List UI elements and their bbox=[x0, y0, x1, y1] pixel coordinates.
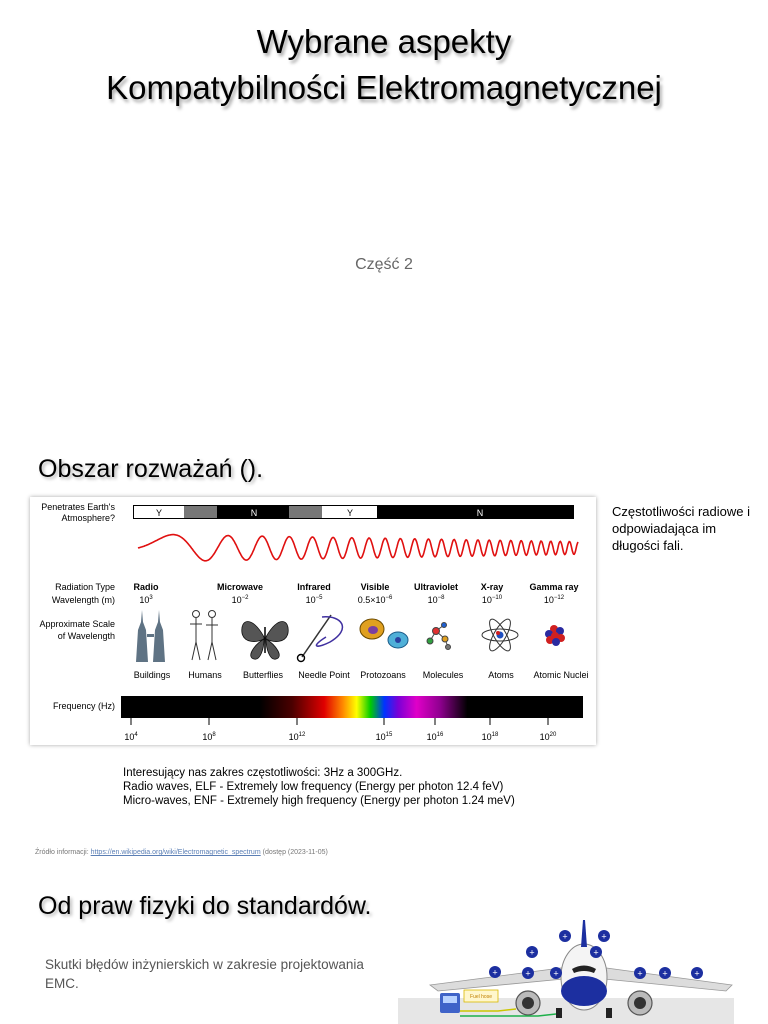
source-link[interactable]: https://en.wikipedia.org/wiki/Electromagnetic_spectrum bbox=[90, 849, 261, 856]
band-gamma-ray bbox=[529, 582, 578, 605]
info-line: Micro-waves, ENF - Extremely high frequency (Energy per photon 1.24 meV) bbox=[123, 795, 515, 807]
svg-text:+: + bbox=[553, 968, 559, 979]
plus-icon bbox=[634, 967, 646, 979]
band-wavelength: $10^{-12}$ bbox=[543, 595, 565, 605]
airplane-illustration bbox=[398, 915, 734, 1024]
band-wavelength: $10^3$ bbox=[139, 595, 153, 605]
band-wavelength: $10^{-2}$ bbox=[231, 595, 249, 605]
frequency-label: Frequency (Hz) bbox=[52, 701, 115, 711]
frequency-spectrum-bar bbox=[121, 696, 583, 718]
band-wavelength: $10^{-10}$ bbox=[481, 595, 503, 605]
atmosphere-bar bbox=[133, 505, 574, 519]
scale-object-label: Protozoans bbox=[360, 670, 406, 680]
plus-icon bbox=[489, 966, 501, 978]
atmosphere-n-label: N bbox=[476, 508, 484, 518]
band-wavelength: $10^{-5}$ bbox=[305, 595, 323, 605]
band-visible bbox=[358, 582, 393, 605]
scale-object-label: Molecules bbox=[422, 670, 464, 680]
truck-window bbox=[443, 996, 457, 1003]
penetrates-label-1: Penetrates Earth's bbox=[41, 502, 115, 512]
band-name: X-ray bbox=[480, 582, 504, 592]
plus-icon bbox=[526, 946, 538, 958]
band-name: Radio bbox=[133, 582, 159, 592]
lead-text: Skutki błędów inżynierskich w zakresie projektowania EMC. bbox=[45, 957, 364, 991]
scale-object-label: Needle Point bbox=[298, 670, 350, 680]
band-xray bbox=[481, 582, 504, 605]
atom-icon bbox=[482, 616, 518, 653]
frequency-tick: $10^{18}$ bbox=[481, 732, 499, 742]
scale-object-label: Butterflies bbox=[242, 670, 284, 680]
svg-text:+: + bbox=[694, 968, 700, 979]
butterfly-icon bbox=[242, 622, 288, 660]
fuel-hose-sign-label: Fuel hose bbox=[470, 994, 492, 1000]
scale-label-1: Approximate Scale bbox=[39, 619, 115, 629]
svg-text:+: + bbox=[529, 947, 535, 958]
band-name: Microwave bbox=[216, 582, 264, 592]
wavelength-label: Wavelength (m) bbox=[51, 595, 115, 605]
band-ultraviolet bbox=[414, 582, 458, 605]
svg-text:+: + bbox=[593, 947, 599, 958]
frequency-tick: $10^{12}$ bbox=[288, 732, 306, 742]
subtitle: Część 2 bbox=[355, 256, 413, 273]
band-name: Visible bbox=[360, 582, 390, 592]
scale-object-label: Atoms bbox=[488, 670, 514, 680]
left-engine-core bbox=[522, 997, 534, 1009]
penetrates-label-2: Atmosphere? bbox=[61, 513, 115, 523]
atmosphere-y-label: Y bbox=[346, 508, 354, 518]
humans-icon bbox=[190, 611, 218, 661]
band-radio bbox=[133, 582, 159, 605]
plus-icon bbox=[598, 930, 610, 942]
band-name: Infrared bbox=[297, 582, 331, 592]
needle-point-icon bbox=[298, 615, 343, 662]
info-line: Radio waves, ELF - Extremely low frequency (Energy per photon 12.4 feV) bbox=[123, 781, 504, 793]
source-prefix: Źródło informacji: bbox=[35, 849, 91, 856]
fuselage-stripe bbox=[561, 976, 607, 1006]
tail-fin bbox=[581, 920, 587, 947]
atmosphere-y-label: Y bbox=[155, 508, 163, 518]
svg-text:+: + bbox=[637, 968, 643, 979]
source-note bbox=[35, 849, 328, 856]
protozoans-icon bbox=[360, 619, 408, 648]
svg-text:+: + bbox=[662, 968, 668, 979]
svg-text:+: + bbox=[601, 931, 607, 942]
frequency-tick: $10^{16}$ bbox=[426, 732, 444, 742]
section-heading-standards: Od praw fizyki do standardów. bbox=[38, 892, 372, 920]
frequency-tick: $10^{20}$ bbox=[539, 732, 557, 742]
plus-icon bbox=[550, 967, 562, 979]
plus-icon bbox=[659, 967, 671, 979]
side-note: Częstotliwości radiowe i odpowiadająca im długości fali. bbox=[612, 504, 750, 553]
band-wavelength: $0.5\times 10^{-6}$ bbox=[357, 595, 393, 605]
left-gear bbox=[556, 1008, 562, 1018]
scale-object-label: Atomic Nuclei bbox=[533, 670, 589, 680]
frequency-tick-labels bbox=[124, 732, 557, 742]
em-spectrum-figure bbox=[30, 497, 596, 745]
right-engine-core bbox=[634, 997, 646, 1009]
radiation-type-label: Radiation Type bbox=[55, 582, 115, 592]
plus-icon bbox=[559, 930, 571, 942]
plus-icon bbox=[590, 946, 602, 958]
scale-object-label: Buildings bbox=[133, 670, 171, 680]
section-heading-scope: Obszar rozważań (). bbox=[38, 455, 264, 483]
atmosphere-partial-segment bbox=[289, 506, 322, 518]
em-spectrum-diagram bbox=[30, 497, 596, 745]
page-title-line-2: Kompatybilności Elektromagnetycznej bbox=[106, 69, 662, 106]
svg-text:+: + bbox=[525, 968, 531, 979]
scale-object-label: Humans bbox=[188, 670, 222, 680]
frequency-axis-ticks bbox=[131, 718, 548, 725]
frequency-tick: $10^8$ bbox=[202, 732, 216, 742]
band-infrared bbox=[297, 582, 331, 605]
source-suffix: (dostęp (2023-11-05) bbox=[260, 849, 328, 856]
page-title-line-1: Wybrane aspekty bbox=[256, 23, 512, 60]
band-name: Gamma ray bbox=[529, 582, 579, 592]
band-name: Ultraviolet bbox=[413, 582, 459, 592]
band-wavelength: $10^{-8}$ bbox=[427, 595, 445, 605]
band-microwave bbox=[217, 582, 263, 605]
chirp-wave bbox=[138, 535, 578, 561]
right-gear bbox=[606, 1008, 612, 1018]
scale-label-2: of Wavelength bbox=[57, 631, 115, 641]
plus-icon bbox=[691, 967, 703, 979]
frequency-tick: $10^4$ bbox=[124, 732, 138, 742]
atmosphere-partial-segment bbox=[184, 506, 217, 518]
buildings-icon bbox=[136, 610, 165, 662]
atmosphere-n-label: N bbox=[250, 508, 258, 518]
svg-text:+: + bbox=[562, 931, 568, 942]
atomic-nuclei-icon bbox=[545, 625, 565, 646]
info-line: Interesujący nas zakres częstotliwości: 3Hz a 300GHz. bbox=[123, 767, 403, 779]
info-block bbox=[123, 766, 515, 808]
svg-text:+: + bbox=[492, 967, 498, 978]
frequency-tick: $10^{15}$ bbox=[375, 732, 393, 742]
plus-icon bbox=[522, 967, 534, 979]
molecules-icon bbox=[427, 623, 451, 650]
